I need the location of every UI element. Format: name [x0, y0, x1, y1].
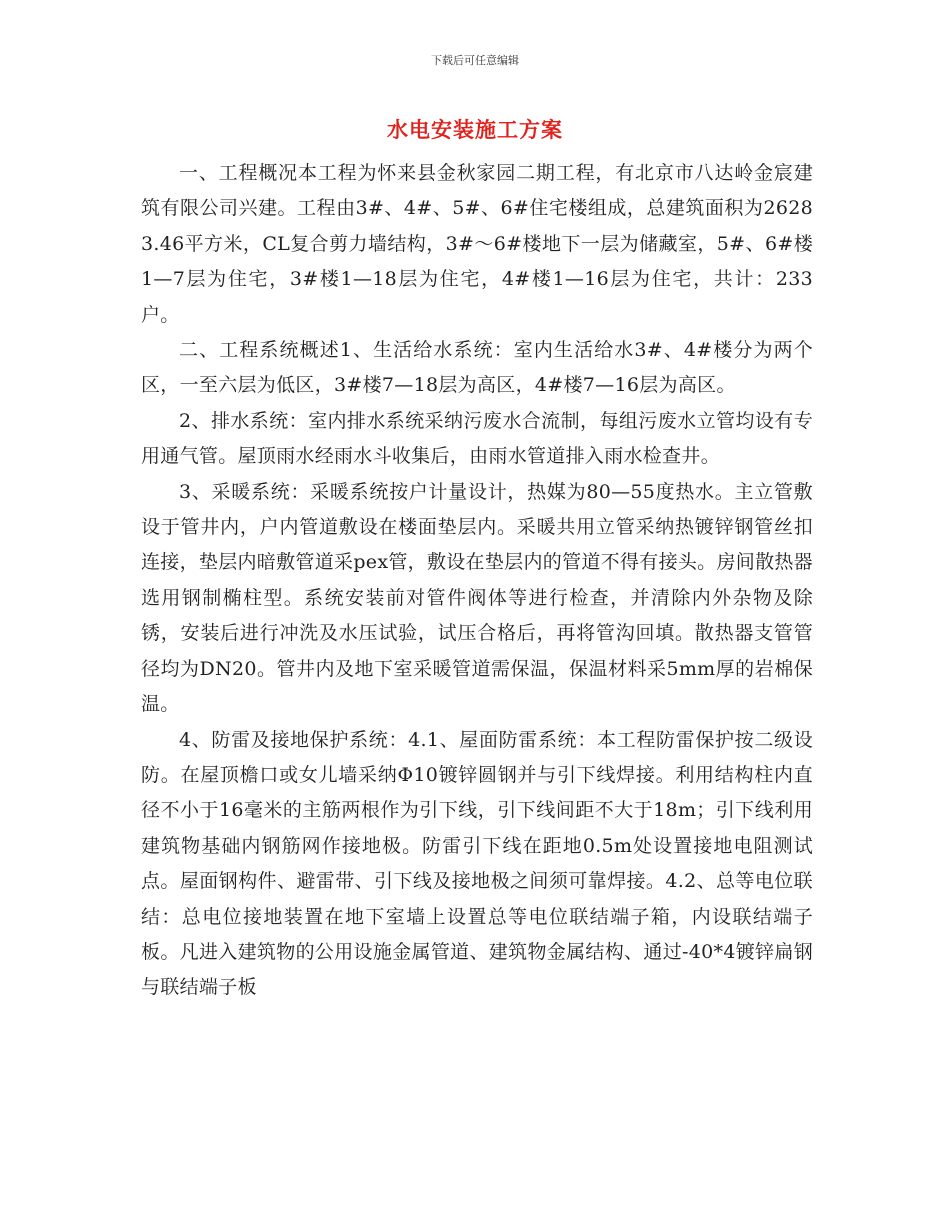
page-header-note: 下载后可任意编辑 — [431, 54, 519, 67]
document-body — [141, 156, 813, 1006]
paragraph-lightning-protection: 4、防雷及接地保护系统：4.1、屋面防雷系统：本工程防雷保护按二级设防。在屋顶檐口或女儿墙采纳Φ10镀锌圆钢并与引下线焊接。利用结构柱内直径不小于16毫米的主筋两根作为引下线，引下线间距不大于18m；引下线利用建筑物基础内钢筋网作接地极。防雷引下线在距地0.5m处设置接地电阻测试点。屋面钢构件、避雷带、引下线及接地极之间须可靠焊接。4.2、总等电位联结：总电位接地装置在地下室墙上设置总等电位联结端子箱，内设联结端子板。凡进入建筑物的公用设施金属管道、建筑物金属结构、通过-40*4镀锌扁钢与联结端子板 — [141, 728, 813, 999]
paragraph-project-overview: 一、工程概况本工程为怀来县金秋家园二期工程，有北京市八达岭金宸建筑有限公司兴建。工程由3#、4#、5#、6#住宅楼组成，总建筑面积为26283.46平方米，CL复合剪力墙结构，3#～6#楼地下一层为储藏室，5#、6#楼1—7层为住宅，3#楼1—18层为住宅，4#楼1—16层为住宅，共计：233户。 — [141, 162, 813, 326]
document-title: 水电安装施工方案 — [387, 117, 563, 142]
paragraph-heating-system: 3、采暖系统：采暖系统按户计量设计，热媒为80—55度热水。主立管敷设于管井内，户内管道敷设在楼面垫层内。采暖共用立管采纳热镀锌钢管丝扣连接，垫层内暗敷管道采pex管，敷设在垫层内的管道不得有接头。房间散热器选用钢制椭柱型。系统安装前对管件阀体等进行检查，并清除内外杂物及除锈，安装后进行冲洗及水压试验，试压合格后，再将管沟回填。散热器支管管径均为DN20。管井内及地下室采暖管道需保温，保温材料采5mm厚的岩棉保温。 — [141, 480, 813, 716]
paragraph-drainage-system: 2、排水系统：室内排水系统采纳污废水合流制，每组污废水立管均设有专用通气管。屋顶雨水经雨水斗收集后，由雨水管道排入雨水检查井。 — [141, 409, 813, 468]
paragraph-water-supply-system: 二、工程系统概述1、生活给水系统：室内生活给水3#、4#楼分为两个区，一至六层为低区，3#楼7—18层为高区，4#楼7—16层为高区。 — [141, 339, 813, 397]
